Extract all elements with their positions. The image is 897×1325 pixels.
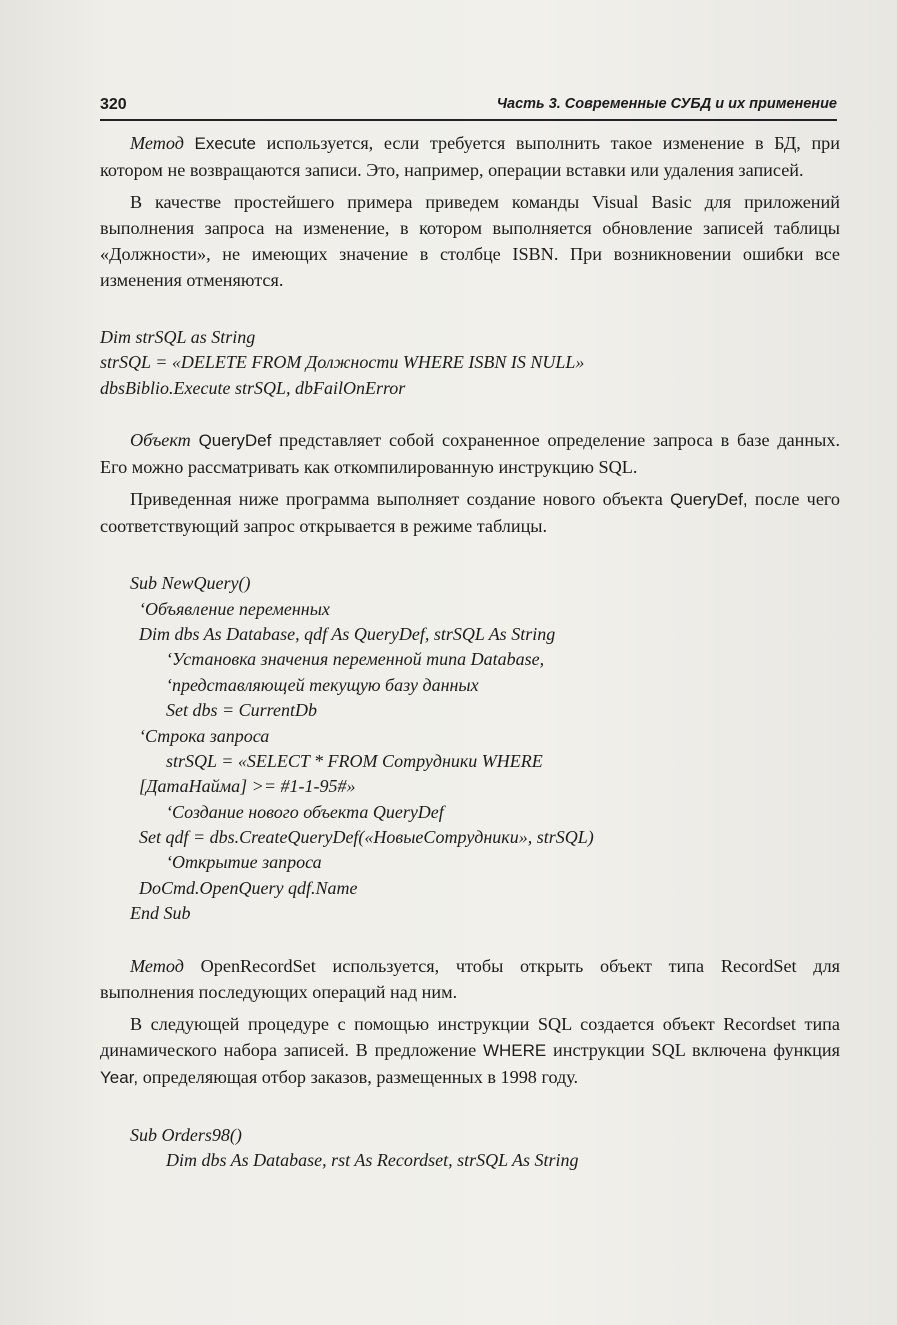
- term-where: WHERE: [482, 1040, 547, 1060]
- code-line: ‘Объявление переменных: [130, 598, 330, 619]
- paragraph-orders: [100, 1011, 840, 1091]
- code-line: ‘Строка запроса: [130, 725, 270, 746]
- paragraph-lead: Метод: [130, 133, 184, 153]
- page-body: [100, 130, 840, 1173]
- code-line: DoCmd.OpenQuery qdf.Name: [130, 877, 358, 898]
- paragraph-text: после чего соответствующий запрос открывается в режиме таблицы.: [100, 489, 841, 537]
- code-line: End Sub: [130, 903, 191, 924]
- code-line: ‘Создание нового объекта QueryDef: [130, 801, 444, 822]
- paragraph-querydef: [100, 427, 840, 480]
- code-line: strSQL = «DELETE FROM Должности WHERE ISBN IS NULL»: [100, 352, 585, 373]
- code-line: Dim dbs As Database, qdf As QueryDef, strSQL As String: [130, 623, 556, 644]
- code-block-orders98: [100, 1123, 840, 1174]
- code-block-newquery: [100, 571, 840, 926]
- paragraph-text: используется, если требуется выполнить такое изменение в БД, при котором не возвращаются записи. Это, например, операции вставки или удаления записей.: [100, 133, 841, 180]
- running-head: Часть 3. Современные СУБД и их применение: [496, 96, 837, 112]
- paragraph-text: Приведенная ниже программа выполняет создание нового объекта: [130, 489, 663, 510]
- page-header: [100, 96, 837, 116]
- code-line: Set dbs = CurrentDb: [130, 700, 317, 721]
- paragraph-text: инструкции SQL включена функция: [553, 1039, 841, 1060]
- code-line: Dim strSQL as String: [100, 327, 256, 347]
- term-querydef: QueryDef: [198, 431, 272, 451]
- page-number: 320: [100, 96, 127, 113]
- paragraph-text: В следующей процедуре с помощью инструкции SQL создается объект Recordset типа динамического набора записей. В предложение: [100, 1013, 840, 1060]
- code-line: Sub Orders98(): [130, 1124, 242, 1145]
- code-line: strSQL = «SELECT * FROM Сотрудники WHERE: [130, 750, 543, 771]
- paragraph-example: В качестве простейшего примера приведем команды Visual Basic для приложений выполнения запроса на изменение, в котором выполняется обновление записей таблицы «Должности», не имеющих значение в столбце ISBN. При возникновении ошибки все изменения отменяются.: [100, 192, 840, 290]
- code-line: Set qdf = dbs.CreateQueryDef(«НовыеСотрудники», strSQL): [130, 827, 594, 848]
- code-line: Dim dbs As Database, rst As Recordset, strSQL As String: [130, 1150, 579, 1171]
- paragraph-lead: Объект: [130, 430, 191, 451]
- term-year: Year,: [100, 1067, 139, 1087]
- header-rule: [100, 119, 837, 121]
- term-querydef: QueryDef,: [670, 490, 748, 510]
- code-block-delete: [100, 325, 840, 401]
- term-execute: Execute: [194, 134, 256, 153]
- paragraph-openrecordset: [100, 953, 840, 1005]
- code-line: ‘Установка значения переменной типа Database,: [130, 649, 545, 670]
- paragraph-text: определяющая отбор заказов, размещенных в 1998 году.: [142, 1066, 579, 1087]
- code-line: dbsBiblio.Execute strSQL, dbFailOnError: [100, 377, 406, 398]
- paragraph-text: OpenRecordSet используется, чтобы открыть объект типа RecordSet для выполнения последующих операций над ним.: [100, 955, 841, 1002]
- paragraph-lead: Метод: [130, 955, 184, 976]
- code-line: Sub NewQuery(): [130, 573, 251, 594]
- code-line: [ДатаНайма] >= #1-1-95#»: [130, 776, 356, 797]
- paragraph-text: представляет собой сохраненное определение запроса в базе данных. Его можно рассматривать как откомпилированную инструкцию SQL.: [100, 430, 841, 478]
- paragraph-execute: [100, 130, 840, 183]
- code-line: ‘представляющей текущую базу данных: [130, 674, 479, 695]
- paragraph-program: [100, 486, 840, 539]
- code-line: ‘Открытие запроса: [130, 852, 322, 873]
